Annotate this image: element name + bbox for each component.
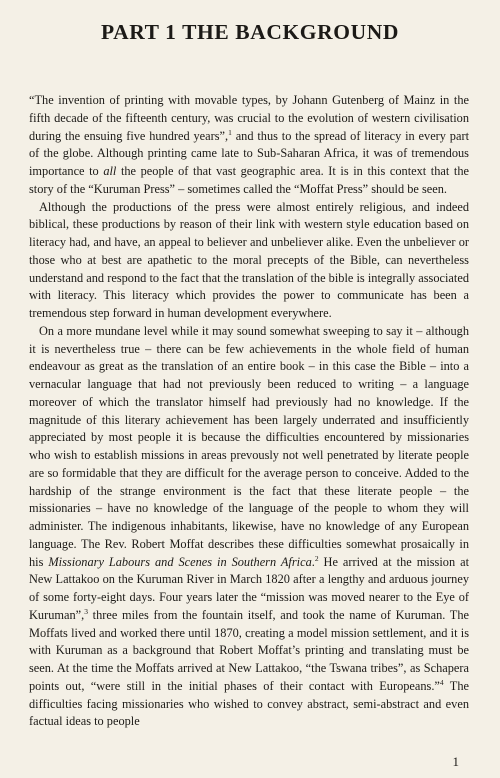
page-number: 1 bbox=[452, 754, 459, 769]
italic-text: all bbox=[103, 164, 117, 178]
footnote-marker: 1 bbox=[228, 127, 232, 137]
text-run: The difficulties facing missionaries who wished to convey abstract, semi-abstract and even factual ideas to people bbox=[29, 678, 470, 729]
body-text bbox=[29, 92, 469, 731]
text-run: . bbox=[311, 554, 315, 569]
text-run: the people of that vast geographic area. It is in this context that the story of the “Kuruman Press” – sometimes called the “Moffat Press” should be seen. bbox=[29, 164, 469, 196]
paragraph bbox=[29, 92, 469, 199]
text-run: He arrived at the mission at New Lattakoo on the Kuruman River in March 1820 after a lengthy and arduous journey of some forty-eight days. Four years later the “mission was moved nearer to the Eye of Kuruman”, bbox=[29, 554, 470, 622]
text-run: Although the productions of the press were almost entirely religious, and indeed biblical, these productions by reason of their link with western style education based on literacy had, and have, an appeal to believer and unbeliever alike. Even the unbeliever or those who at best are apathetic to the moral precepts of the Bible, can nevertheless understand and respond to the fact that the translation of the bible is integrally associated with literacy. This literacy which provides the power to communicate has been a tremendous step forward in human development everywhere. bbox=[29, 199, 469, 320]
paragraph bbox=[29, 199, 469, 323]
text-run: three miles from the fountain itself, and took the name of Kuruman. The Moffats lived and worked there until 1870, creating a model mission settlement, and it is with Kuruman as a background that Robert Moffat’s printing and translating must be seen. At the time the Moffats arrived at New Lattakoo, “the Tswana tribes”, as Schapera points out, “were still in the initial phases of their contact with Europeans.” bbox=[29, 607, 469, 693]
italic-text: Missionary Labours and Scenes in Southern Africa bbox=[48, 554, 312, 569]
paragraph bbox=[29, 323, 469, 731]
footnote-marker: 2 bbox=[314, 553, 319, 563]
footnote-marker: 4 bbox=[439, 677, 444, 687]
part-heading: PART 1 THE BACKGROUND bbox=[101, 20, 399, 44]
text-run: On a more mundane level while it may sound somewhat sweeping to say it – although it is nevertheless true – there can be few achievements in the whole field of human endeavour as great as the translation of an entire book – in this case the Bible – into a vernacular language that had not previously been reduced to writing – a language moreover of which the translator himself had previously had no knowledge. If the magnitude of this literary achievement has been largely underrated and insufficiently appreciated by most people it is because the difficulties encountered by missionaries who wish to establish missions in areas prevously not well penetrated by literate people are so formidable that they are difficult for the average person to conceive. Added to the hardship of the strange environment is the fact that these literate people – the missionaries – have no knowledge of the language of the people to whom they will administer. The indigenous inhabitants, likewise, have no knowledge of any European language. The Rev. Robert Moffat describes these difficulties somewhat prosaically in his bbox=[29, 323, 469, 569]
footnote-marker: 3 bbox=[84, 606, 88, 616]
text-run: and thus to the spread of literacy in every part of the globe. Although printing came late to Sub-Saharan Africa, it was of tremendous importance to bbox=[29, 128, 469, 178]
text-run: “The invention of printing with movable types, by Johann Gutenberg of Mainz in the fifth decade of the fifteenth century, was crucial to the evolution of western civilisation during the ensuing five hundred years”, bbox=[29, 93, 469, 143]
